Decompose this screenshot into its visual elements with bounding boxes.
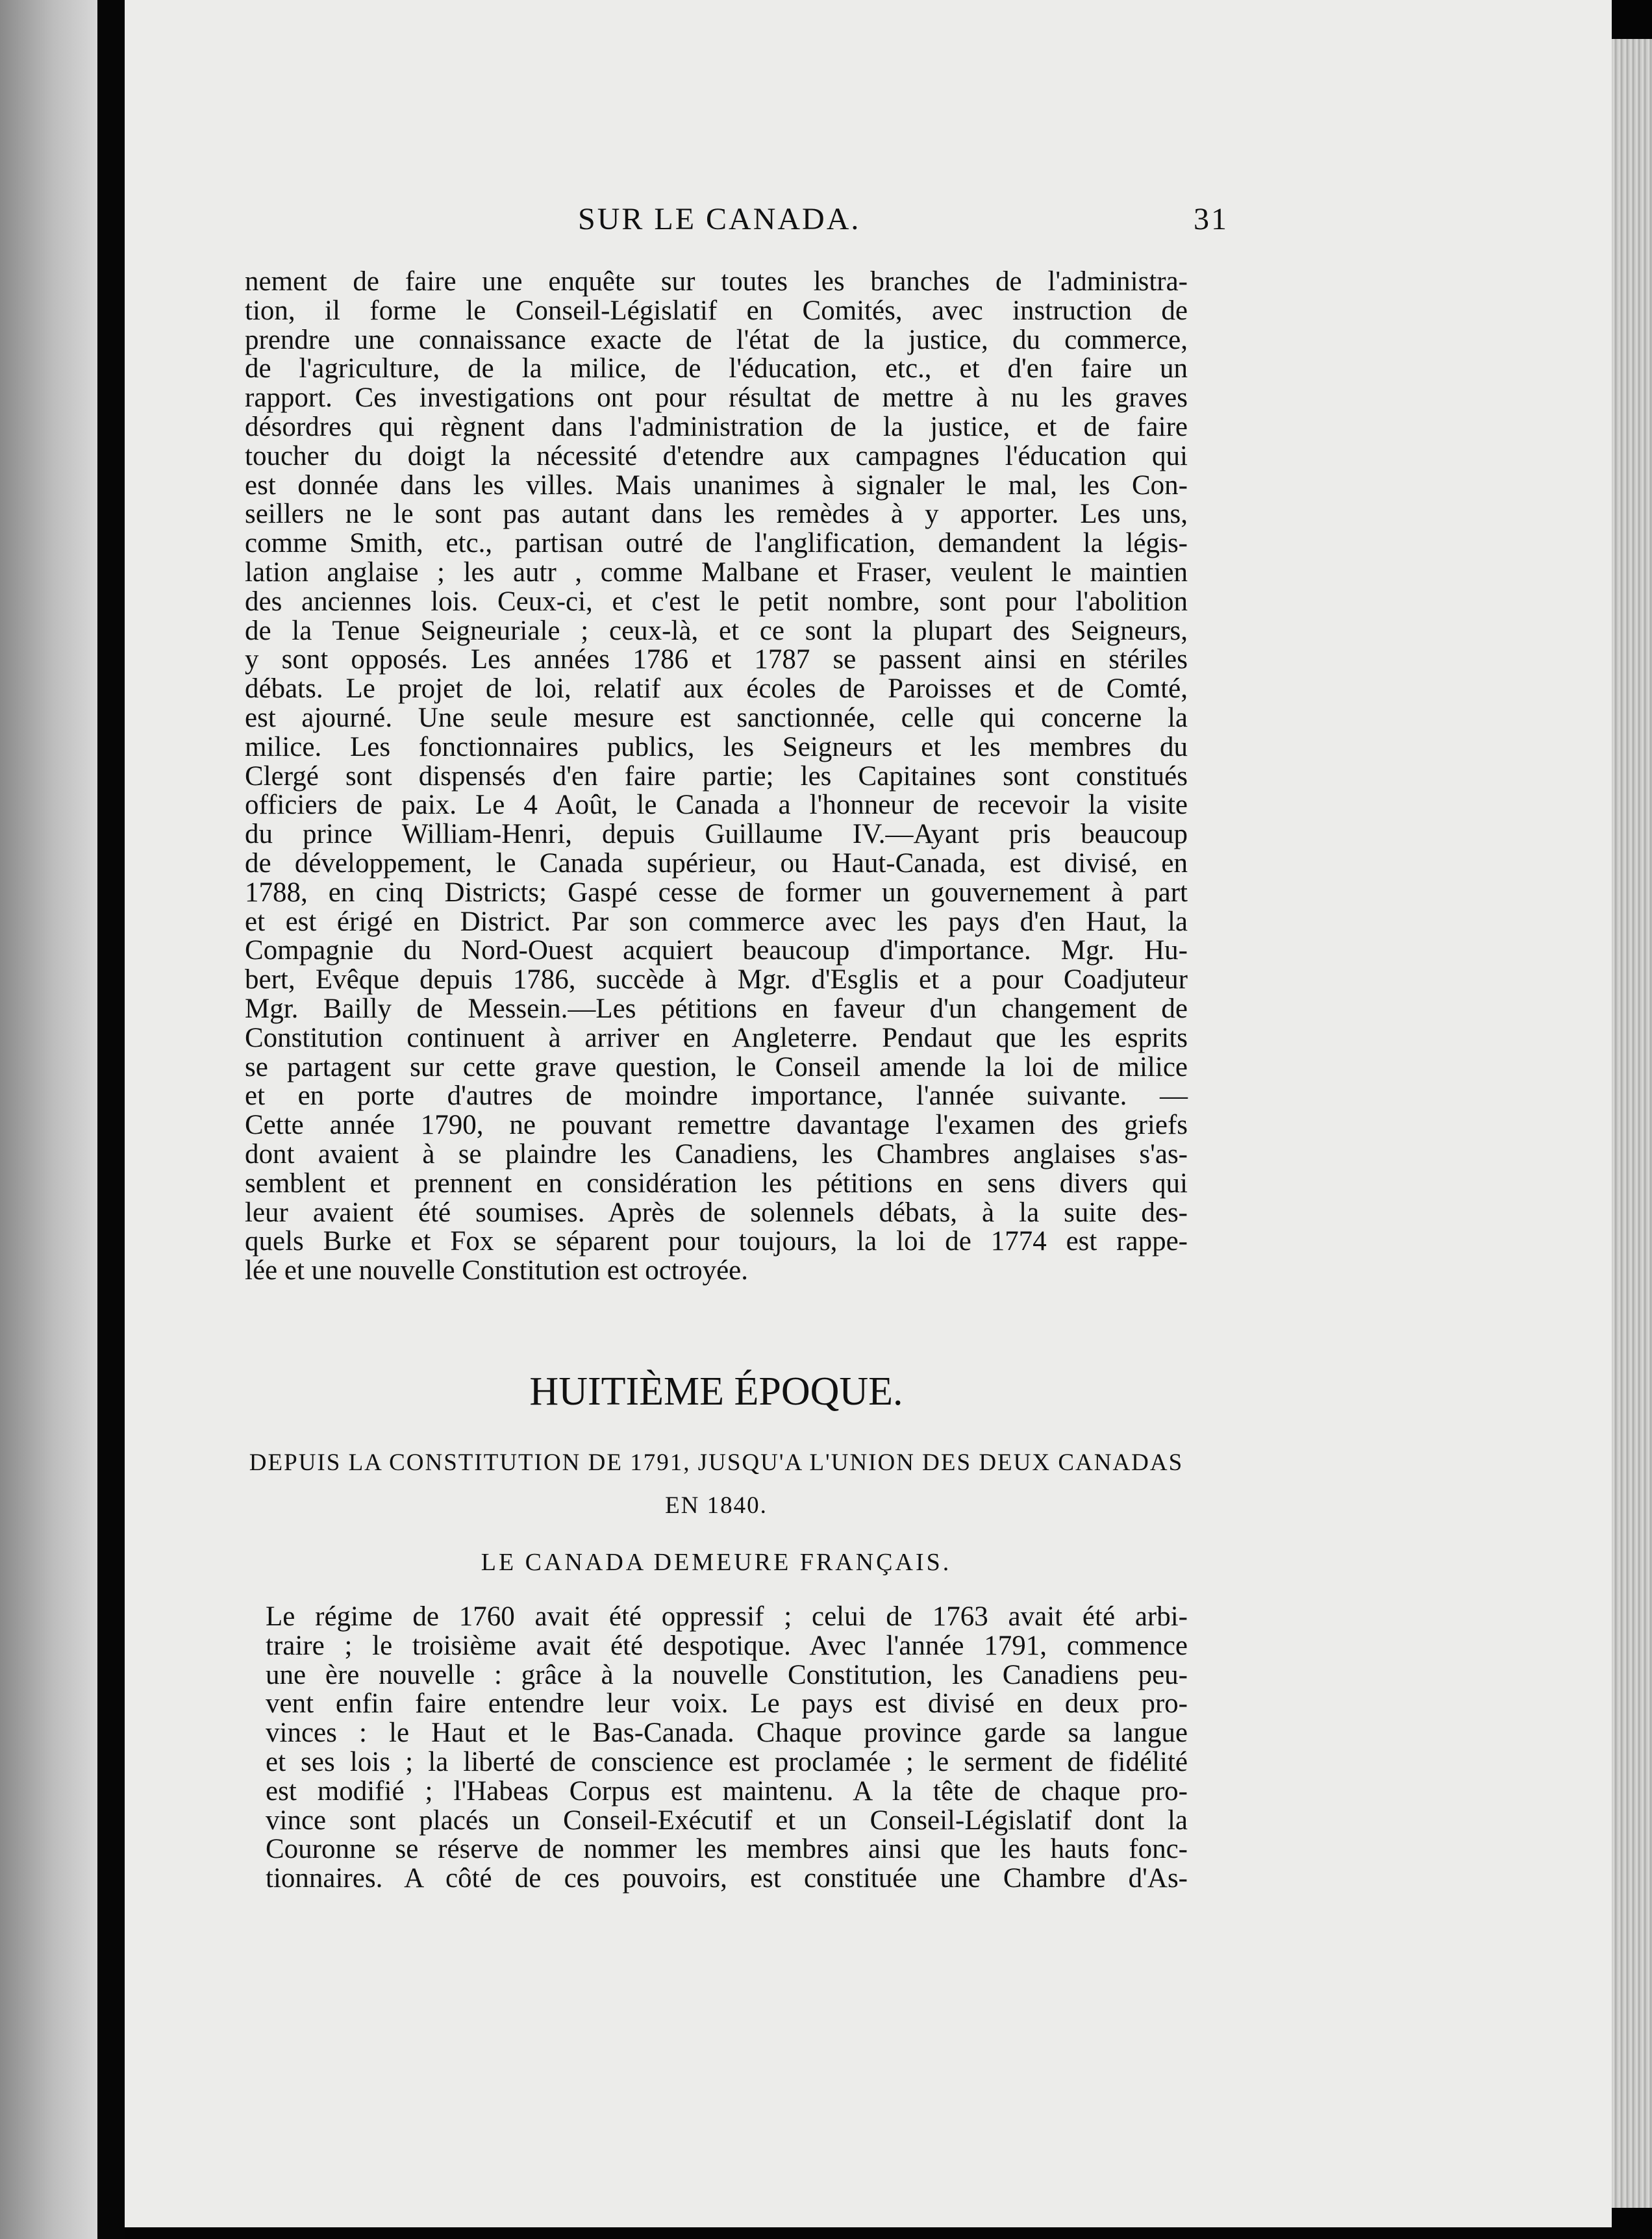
text-line: tion, il forme le Conseil-Législatif en Comités, avec instruction de <box>245 295 1188 326</box>
text-line: se partagent sur cette grave question, le Conseil amende la loi de milice <box>245 1051 1188 1082</box>
text-line: débats. Le projet de loi, relatif aux écoles de Paroisses et de Comté, <box>245 673 1188 705</box>
text-line: traire ; le troisième avait été despotique. Avec l'année 1791, commence <box>266 1630 1188 1661</box>
text-line: et ses lois ; la liberté de conscience est proclamée ; le serment de fidélité <box>266 1746 1188 1777</box>
text-line: dont avaient à se plaindre les Canadiens, les Chambres anglaises s'as- <box>245 1138 1188 1170</box>
text-line: 1788, en cinq Districts; Gaspé cesse de former un gouvernement à part <box>245 877 1188 908</box>
text-line: quels Burke et Fox se séparent pour toujours, la loi de 1774 est rappe- <box>245 1226 1188 1257</box>
text-line: tionnaires. A côté de ces pouvoirs, est constituée une Chambre d'As- <box>266 1863 1188 1894</box>
text-line: comme Smith, etc., partisan outré de l'anglification, demandent la légis- <box>245 528 1188 559</box>
text-line: du prince William-Henri, depuis Guillaume IV.—Ayant pris beaucoup <box>245 819 1188 850</box>
text-line: Constitution continuent à arriver en Angleterre. Pendaut que les esprits <box>245 1022 1188 1053</box>
page-stack-edge <box>1612 39 1652 2208</box>
section-title: HUITIÈME ÉPOQUE. <box>529 1370 903 1414</box>
text-line: nement de faire une enquête sur toutes les branches de l'administra- <box>245 266 1188 297</box>
text-line: milice. Les fonctionnaires publics, les Seigneurs et les membres du <box>245 731 1188 762</box>
text-line: bert, Evêque depuis 1786, succède à Mgr. d'Esglis et a pour Coadjuteur <box>245 964 1188 995</box>
subtitle-line: EN 1840. <box>665 1492 768 1519</box>
text-line: lée et une nouvelle Constitution est octroyée. <box>245 1255 748 1286</box>
text-line: de l'agriculture, de la milice, de l'éducation, etc., et d'en faire un <box>245 353 1188 384</box>
text-line: Le régime de 1760 avait été oppressif ; celui de 1763 avait été arbi- <box>266 1601 1188 1632</box>
text-line: de développement, le Canada supérieur, ou Haut-Canada, est divisé, en <box>245 847 1188 879</box>
text-line: et est érigé en District. Par son commerce avec les pays d'en Haut, la <box>245 906 1188 937</box>
text-line: leur avaient été soumises. Après de solennels débats, à la suite des- <box>245 1197 1188 1228</box>
text-line: Mgr. Bailly de Messein.—Les pétitions en faveur d'un changement de <box>245 993 1188 1024</box>
text-line: vent enfin faire entendre leur voix. Le pays est divisé en deux pro- <box>266 1688 1188 1720</box>
text-line: désordres qui règnent dans l'administration de la justice, et de faire <box>245 411 1188 442</box>
text-line: est donnée dans les villes. Mais unanimes à signaler le mal, les Con- <box>245 469 1188 501</box>
text-line: semblent et prennent en considération les pétitions en sens divers qui <box>245 1168 1188 1199</box>
left-page-edge <box>0 0 97 2239</box>
body-paragraph-1 <box>245 268 1188 1332</box>
text-line: est ajourné. Une seule mesure est sanctionnée, celle qui concerne la <box>245 702 1188 733</box>
text-line: une ère nouvelle : grâce à la nouvelle Constitution, les Canadiens peu- <box>266 1659 1188 1690</box>
book-gutter <box>97 0 125 2239</box>
chapter-subheading: LE CANADA DEMEURE FRANÇAIS. <box>481 1549 952 1576</box>
text-line: officiers de paix. Le 4 Août, le Canada a l'honneur de recevoir la visite <box>245 790 1188 821</box>
text-line: Compagnie du Nord-Ouest acquiert beaucoup d'importance. Mgr. Hu- <box>245 935 1188 966</box>
text-line: Clergé sont dispensés d'en faire partie; les Capitaines sont constitués <box>245 760 1188 792</box>
running-title: SUR LE CANADA. <box>578 202 861 236</box>
text-line: prendre une connaissance exacte de l'état de la justice, du commerce, <box>245 324 1188 355</box>
text-line: lation anglaise ; les autr , comme Malbane et Fraser, veulent le maintien <box>245 557 1188 588</box>
text-line: rapport. Ces investigations ont pour résultat de mettre à nu les graves <box>245 382 1188 414</box>
subtitle-line: DEPUIS LA CONSTITUTION DE 1791, JUSQU'A L'UNION DES DEUX CANADAS <box>249 1449 1184 1476</box>
text-line: Cette année 1790, ne pouvant remettre davantage l'examen des griefs <box>245 1110 1188 1141</box>
text-line: seillers ne le sont pas autant dans les remèdes à y apporter. Les uns, <box>245 499 1188 530</box>
text-line: vinces : le Haut et le Bas-Canada. Chaque province garde sa langue <box>266 1718 1188 1749</box>
text-line: y sont opposés. Les années 1786 et 1787 se passent ainsi en stériles <box>245 644 1188 675</box>
page-number: 31 <box>1194 202 1229 236</box>
section-subtitle <box>245 1442 1188 1527</box>
text-line: et en porte d'autres de moindre importance, l'année suivante. — <box>245 1081 1188 1112</box>
body-paragraph-2 <box>245 1603 1188 1914</box>
text-line: toucher du doigt la nécessité d'etendre aux campagnes l'éducation qui <box>245 440 1188 471</box>
text-line: des anciennes lois. Ceux-ci, et c'est le petit nombre, sont pour l'abolition <box>245 586 1188 617</box>
text-line: de la Tenue Seigneuriale ; ceux-là, et ce sont la plupart des Seigneurs, <box>245 615 1188 646</box>
text-line: Couronne se réserve de nommer les membres ainsi que les hauts fonc- <box>266 1834 1188 1865</box>
text-line: est modifié ; l'Habeas Corpus est maintenu. A la tête de chaque pro- <box>266 1775 1188 1807</box>
text-line: vince sont placés un Conseil-Exécutif et un Conseil-Législatif dont la <box>266 1805 1188 1836</box>
